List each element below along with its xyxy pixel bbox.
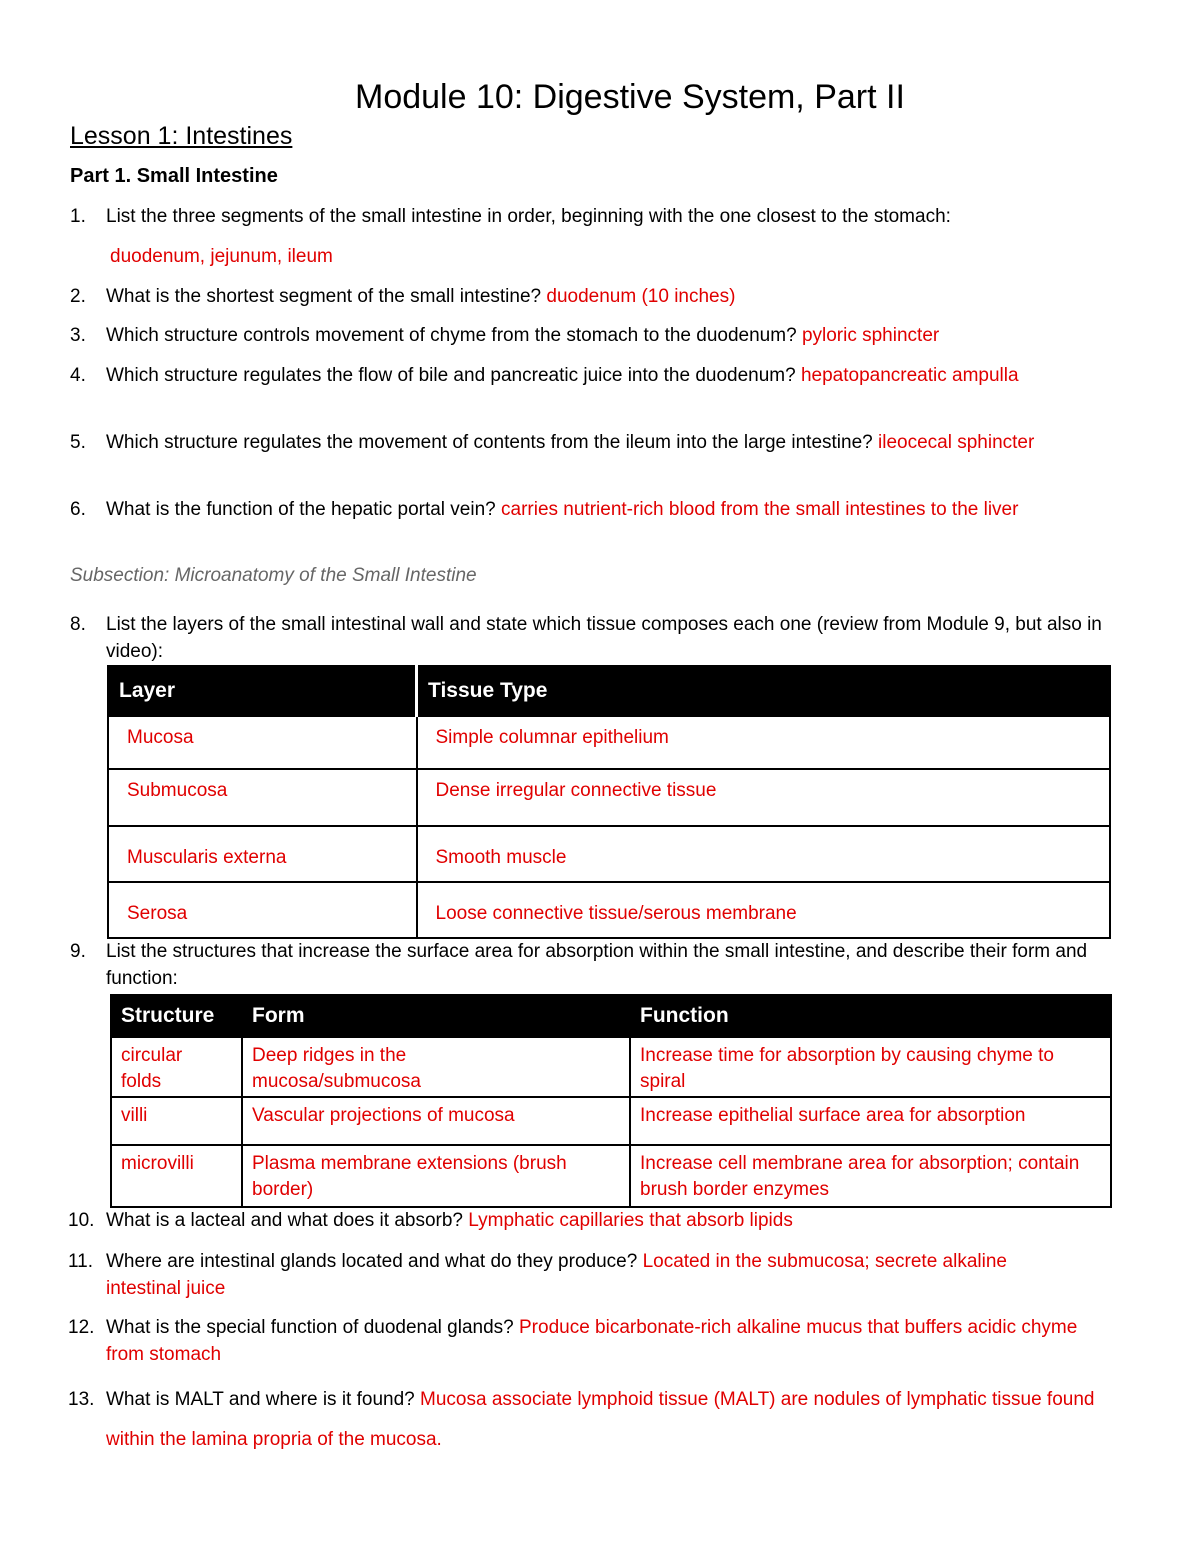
column-header: Layer xyxy=(108,666,417,716)
page-title: Module 10: Digestive System, Part II xyxy=(355,78,905,116)
question-number: 9. xyxy=(70,941,86,962)
table-cell: Loose connective tissue/serous membrane xyxy=(417,882,1111,938)
table-cell: Plasma membrane extensions (brush border) xyxy=(242,1145,630,1207)
table-cell: Serosa xyxy=(108,882,417,938)
table-header-row xyxy=(108,666,1110,716)
table-cell: circular folds xyxy=(111,1037,242,1097)
table-cell: Increase time for absorption by causing chyme to spiral xyxy=(630,1037,1111,1097)
answer-3: pyloric sphincter xyxy=(801,325,940,346)
question-number: 1. xyxy=(70,206,86,227)
table-cell: Vascular projections of mucosa xyxy=(242,1097,630,1145)
part-heading: Part 1. Small Intestine xyxy=(70,165,278,187)
question-text: What is the function of the hepatic portal vein? xyxy=(106,499,496,520)
table-row xyxy=(111,1037,1111,1097)
question-number: 11. xyxy=(68,1251,94,1272)
answer-12: Produce bicarbonate-rich alkaline mucus that buffers acidic chyme from stomach xyxy=(106,1317,1078,1365)
table-cell: Muscularis externa xyxy=(108,826,417,882)
question-text: Where are intestinal glands located and what do they produce? xyxy=(106,1251,638,1272)
answer-5: ileocecal sphincter xyxy=(878,432,1035,453)
table-row xyxy=(111,1097,1111,1145)
column-header: Form xyxy=(242,995,630,1037)
answer-6: carries nutrient-rich blood from the small intestines to the liver xyxy=(501,499,1019,520)
question-text: What is a lacteal and what does it absorb? xyxy=(106,1210,463,1231)
question-text: What is MALT and where is it found? xyxy=(106,1389,415,1410)
question-number: 10. xyxy=(68,1210,95,1231)
column-header: Function xyxy=(630,995,1111,1037)
answer-4: hepatopancreatic ampulla xyxy=(800,365,1019,386)
question-number: 2. xyxy=(70,286,86,307)
answer-11: Located in the submucosa; secrete alkaline intestinal juice xyxy=(106,1251,1007,1299)
answer-13: Mucosa associate lymphoid tissue (MALT) are nodules of lymphatic tissue found within the lamina propria of the mucosa. xyxy=(106,1389,1095,1450)
table-cell: Deep ridges in the mucosa/submucosa xyxy=(242,1037,630,1097)
question-text: Which structure regulates the flow of bile and pancreatic juice into the duodenum? xyxy=(106,365,796,386)
table-row xyxy=(111,1145,1111,1207)
answer-1: duodenum, jejunum, ileum xyxy=(110,246,333,267)
table-row xyxy=(108,826,1110,882)
structures-table xyxy=(110,994,1112,1208)
table-row xyxy=(108,769,1110,826)
subsection-heading: Subsection: Microanatomy of the Small Intestine xyxy=(70,565,477,586)
answer-2: duodenum (10 inches) xyxy=(546,286,736,307)
question-number: 5. xyxy=(70,432,86,453)
question-number: 6. xyxy=(70,499,86,520)
column-header: Tissue Type xyxy=(417,666,1111,716)
table-cell: Mucosa xyxy=(108,716,417,769)
table-cell: Smooth muscle xyxy=(417,826,1111,882)
table-cell: Submucosa xyxy=(108,769,417,826)
question-number: 13. xyxy=(68,1389,95,1410)
question-number: 3. xyxy=(70,325,86,346)
question-text: Which structure regulates the movement of contents from the ileum into the large intestine? xyxy=(106,432,873,453)
layers-table xyxy=(107,665,1111,939)
table-row xyxy=(108,716,1110,769)
column-header: Structure xyxy=(111,995,242,1037)
lesson-heading: Lesson 1: Intestines xyxy=(70,122,293,150)
question-number: 4. xyxy=(70,365,86,386)
table-cell: Increase epithelial surface area for absorption xyxy=(630,1097,1111,1145)
table-cell: Simple columnar epithelium xyxy=(417,716,1111,769)
table-cell: Dense irregular connective tissue xyxy=(417,769,1111,826)
question-text: List the three segments of the small intestine in order, beginning with the one closest to the stomach: xyxy=(106,206,951,227)
question-number: 12. xyxy=(68,1317,95,1338)
table-cell: Increase cell membrane area for absorption; contain brush border enzymes xyxy=(630,1145,1111,1207)
question-text: Which structure controls movement of chyme from the stomach to the duodenum? xyxy=(106,325,797,346)
question-text: What is the shortest segment of the small intestine? xyxy=(106,286,542,307)
question-text: What is the special function of duodenal glands? xyxy=(106,1317,514,1338)
answer-10: Lymphatic capillaries that absorb lipids xyxy=(468,1210,793,1231)
table-cell: villi xyxy=(111,1097,242,1145)
question-number: 8. xyxy=(70,614,86,635)
table-cell: microvilli xyxy=(111,1145,242,1207)
question-text: List the layers of the small intestinal wall and state which tissue composes each one (review from Module 9, but also in video): xyxy=(106,614,1102,662)
table-row xyxy=(108,882,1110,938)
table-header-row xyxy=(111,995,1111,1037)
question-text: List the structures that increase the surface area for absorption within the small intestine, and describe their form and function: xyxy=(106,941,1088,989)
